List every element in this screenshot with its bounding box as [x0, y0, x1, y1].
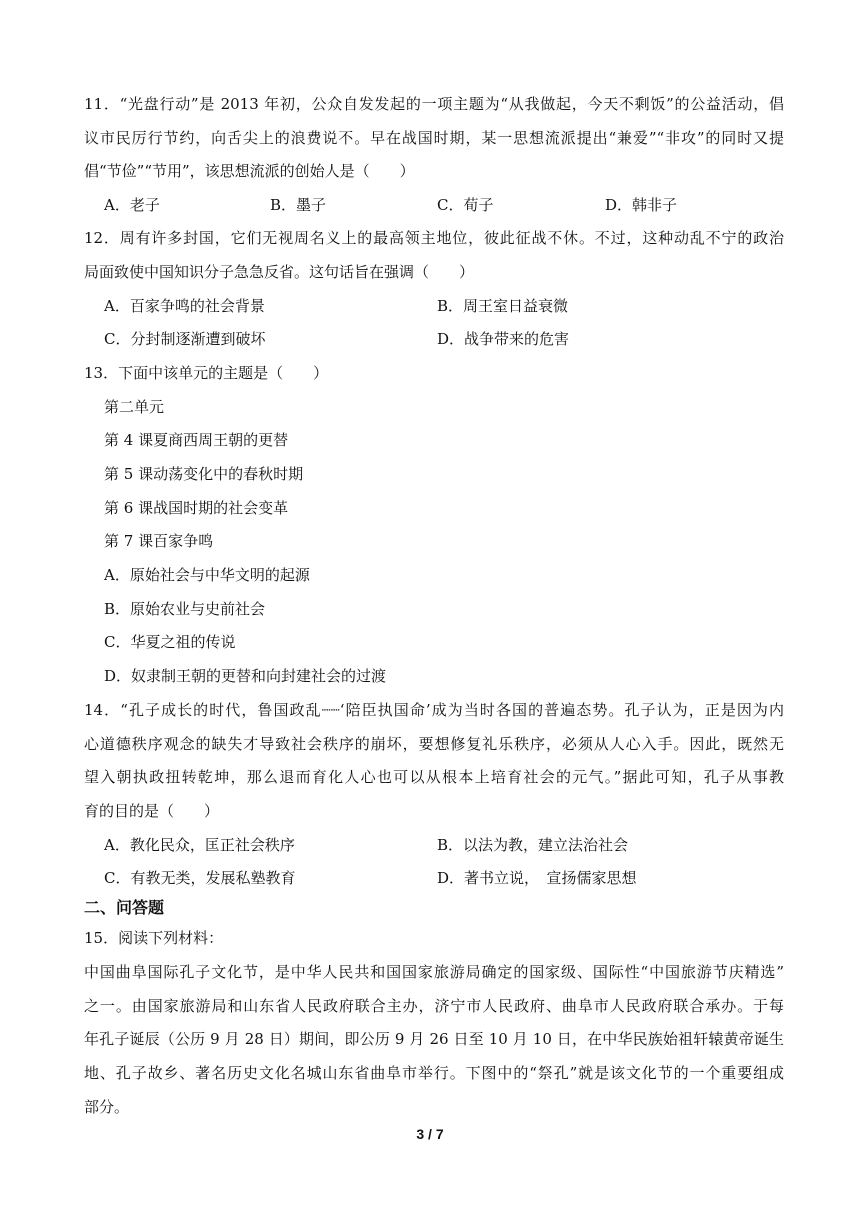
question-11-stem-line-3: 倡“节俭”“节用”，该思想流派的创始人是（ ）: [84, 162, 415, 180]
question-14-stem-line-3: 望入朝执政扭转乾坤，那么退而育化人心也可以从根本上培育社会的元气。”据此可知，孔子从事教: [84, 768, 784, 786]
section-heading: 二、问答题: [84, 898, 165, 917]
material-line-5: 部分。: [84, 1098, 130, 1116]
unit-lesson-6: 第 6 课战国时期的社会变革: [104, 499, 289, 517]
material-line-1: 中国曲阜国际孔子文化节，是中华人民共和国国家旅游局确定的国家级、国际性“中国旅游节庆精选”: [84, 963, 784, 981]
question-11-stem-line-1: 11．“光盘行动”是 2013 年初，公众自发发起的一项主题为“从我做起，今天不剩饭”的公益活动，倡: [84, 95, 784, 113]
question-14-stem-line-4: 育的目的是（ ）: [84, 802, 220, 820]
page-number: 3 / 7: [416, 1126, 444, 1142]
question-14-option-a: A．教化民众，匡正社会秩序: [104, 836, 295, 854]
question-14-stem-line-1: 14．“孔子成长的时代，鲁国政乱┈┈‘陪臣执国命’成为当时各国的普遍态势。孔子认为，正是因为内: [84, 701, 784, 719]
question-13-option-c: C．华夏之祖的传说: [104, 633, 236, 651]
question-11-option-d: D．韩非子: [605, 196, 678, 214]
question-14-stem-line-2: 心道德秩序观念的缺失才导致社会秩序的崩坏，要想修复礼乐秩序，必须从人心入手。因此，既然无: [84, 735, 784, 753]
question-12-option-b: B．周王室日益衰微: [437, 297, 569, 315]
question-13-option-b: B．原始农业与史前社会: [104, 600, 266, 618]
question-15-stem: 15．阅读下列材料：: [84, 929, 224, 947]
question-13-stem: 13．下面中该单元的主题是（ ）: [84, 364, 329, 382]
unit-lesson-7: 第 7 课百家争鸣: [104, 532, 214, 550]
material-line-2: 之一。由国家旅游局和山东省人民政府联合主办，济宁市人民政府、曲阜市人民政府联合承办。于每: [84, 997, 784, 1015]
question-11-option-b: B．墨子: [270, 196, 327, 214]
question-13-option-a: A．原始社会与中华文明的起源: [104, 566, 310, 584]
material-line-4: 地、孔子故乡、著名历史文化名城山东省曲阜市举行。下图中的“祭孔”就是该文化节的一个重要组成: [84, 1064, 784, 1082]
question-12-stem-line-1: 12．周有许多封国，它们无视周名义上的最高领主地位，彼此征战不休。不过，这种动乱不宁的政治: [84, 229, 784, 247]
unit-lesson-4: 第 4 课夏商西周王朝的更替: [104, 431, 289, 449]
question-11-option-c: C．荀子: [437, 196, 494, 214]
question-11-stem-line-2: 议市民厉行节约，向舌尖上的浪费说不。早在战国时期，某一思想流派提出“兼爱”“非攻”的同时又提: [84, 129, 784, 147]
question-12-stem-line-2: 局面致使中国知识分子急急反省。这句话旨在强调（ ）: [84, 263, 475, 281]
question-12-option-a: A．百家争鸣的社会背景: [104, 297, 265, 315]
question-13-option-d: D．奴隶制王朝的更替和向封建社会的过渡: [104, 667, 387, 685]
question-14-option-c: C．有教无类，发展私塾教育: [104, 869, 296, 887]
question-12-option-c: C．分封制逐渐遭到破坏: [104, 330, 266, 348]
unit-lesson-5: 第 5 课动荡变化中的春秋时期: [104, 465, 304, 483]
material-line-3: 年孔子诞辰（公历 9 月 28 日）期间，即公历 9 月 26 日至 10 月 10 日，在中华民族始祖轩辕黄帝诞生: [84, 1030, 784, 1048]
question-11-option-a: A．老子: [104, 196, 160, 214]
question-12-option-d: D．战争带来的危害: [437, 330, 570, 348]
question-14-option-b: B．以法为教，建立法治社会: [437, 836, 629, 854]
question-14-option-d: D．著书立说， 宣扬儒家思想: [437, 869, 637, 887]
unit-title: 第二单元: [104, 398, 165, 416]
